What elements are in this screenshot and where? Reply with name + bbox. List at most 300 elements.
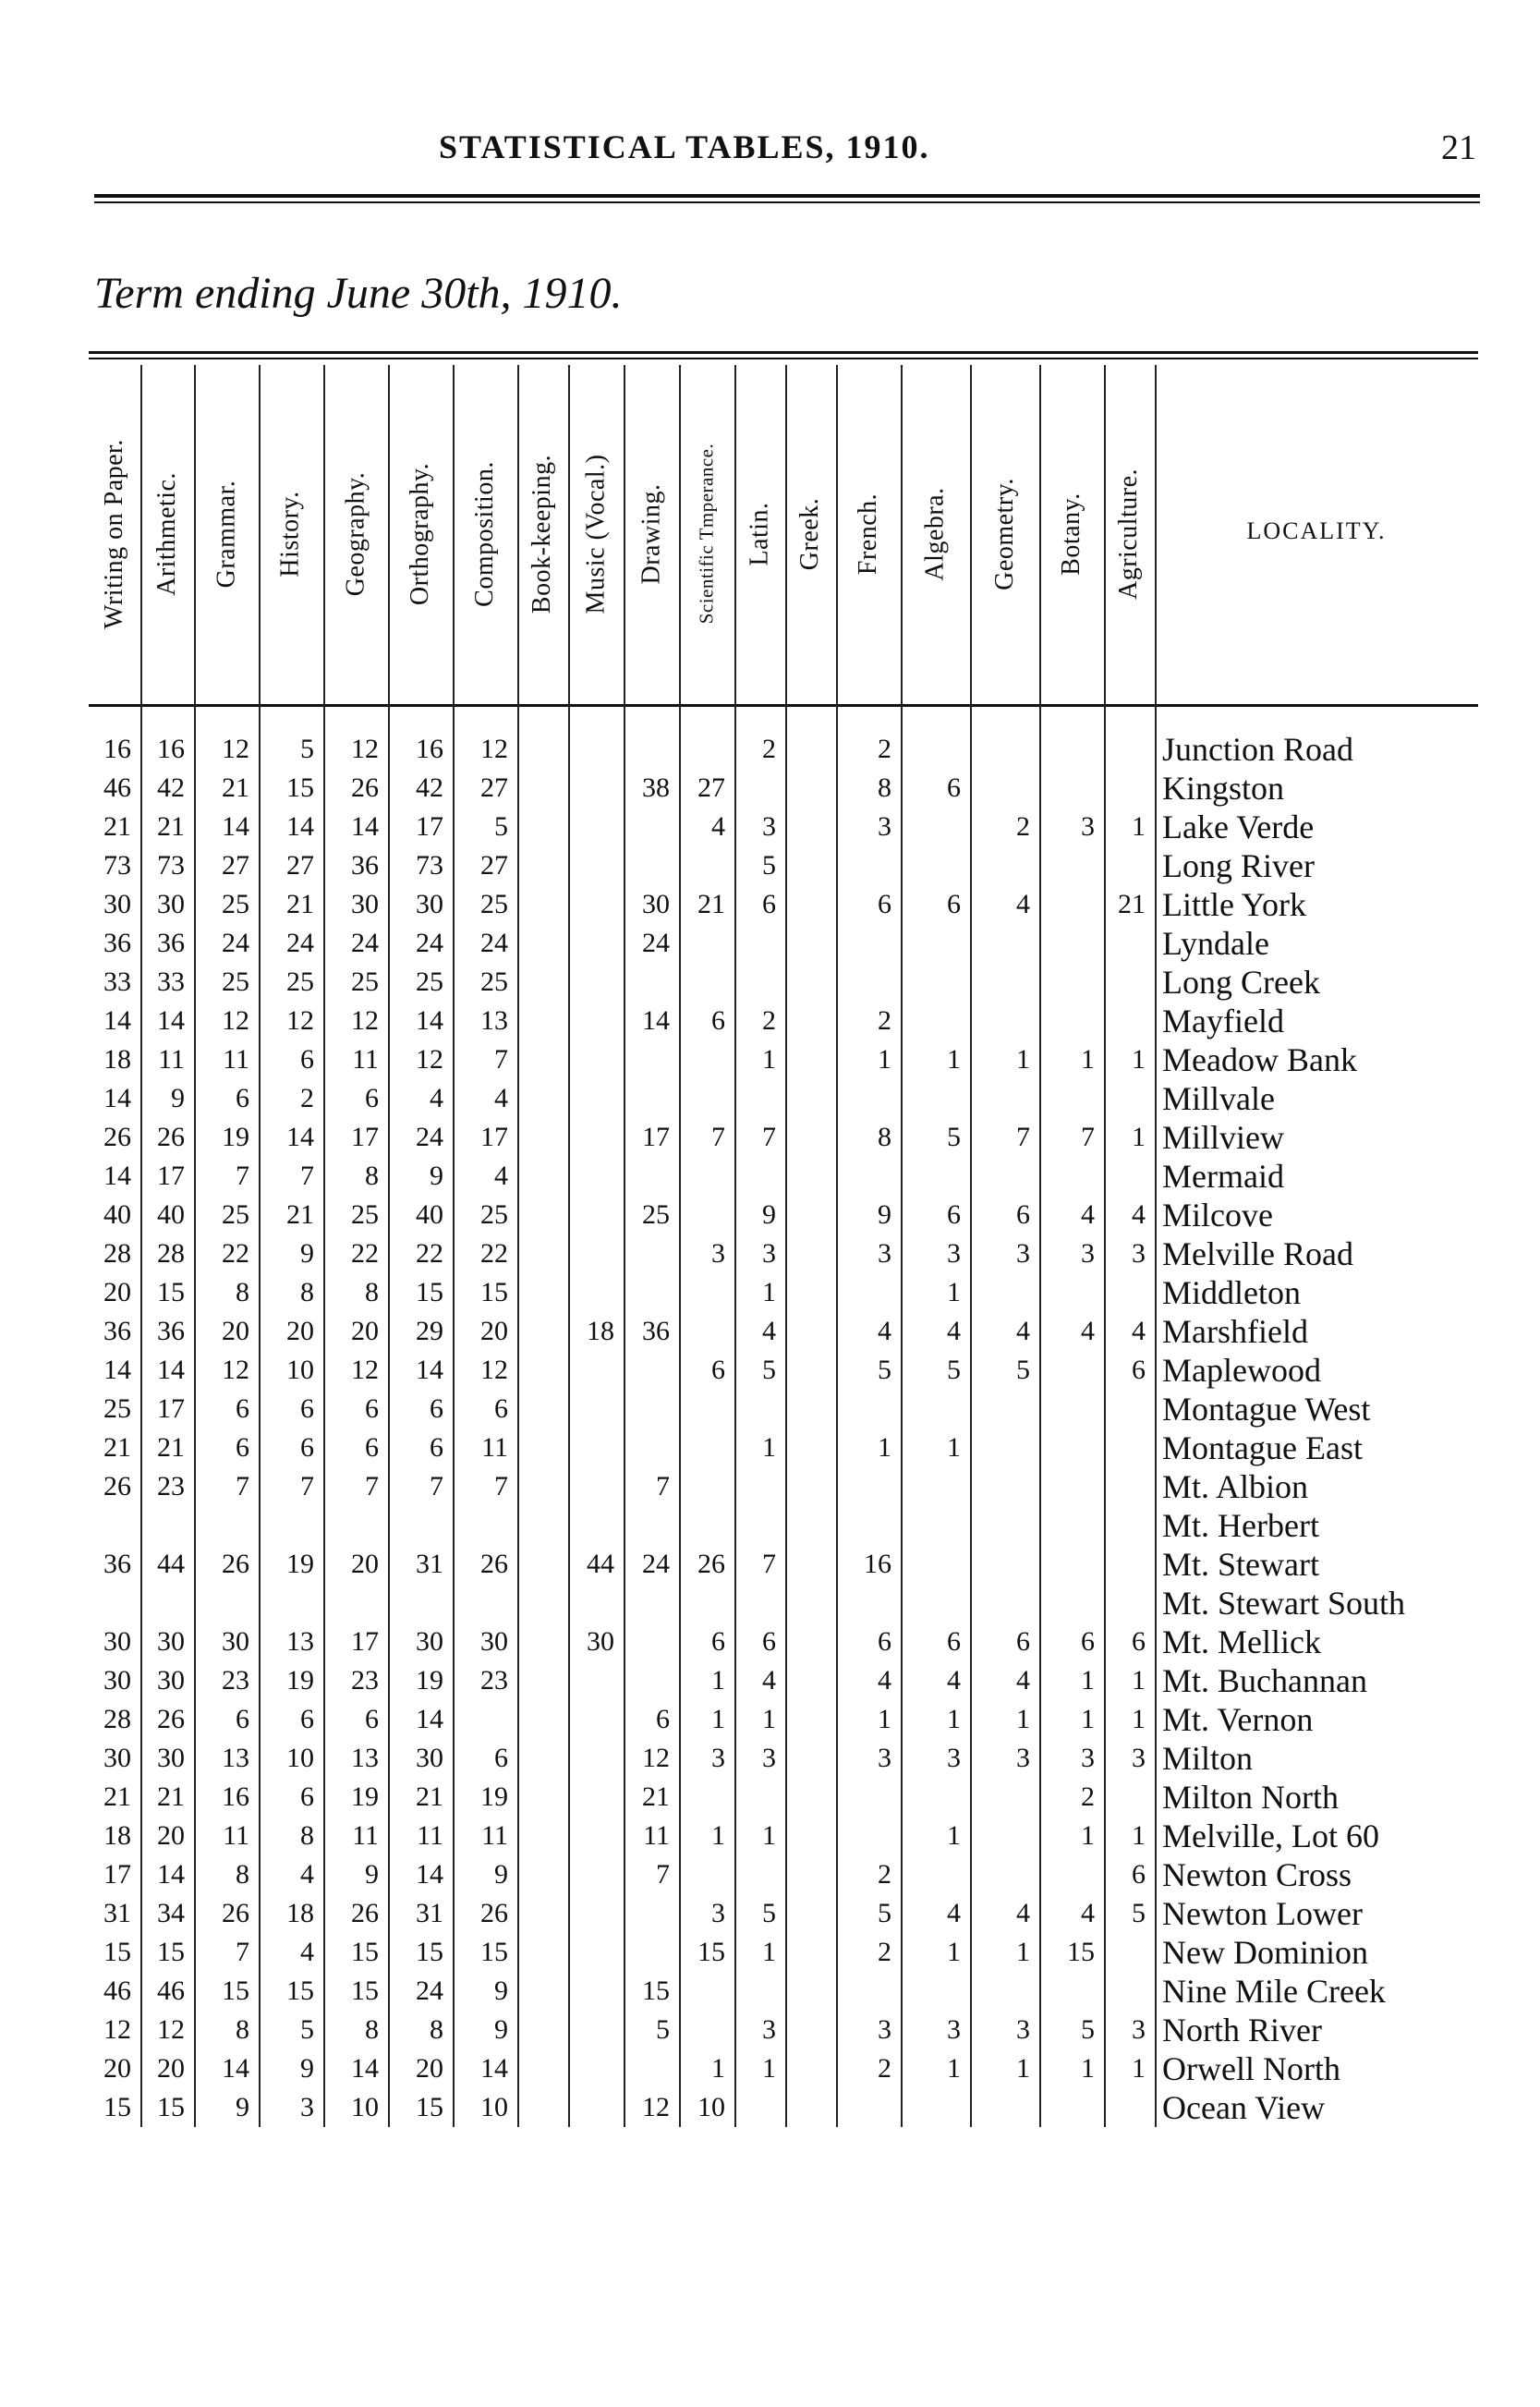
table-cell: 12: [222, 1005, 249, 1036]
table-cell: [624, 1351, 679, 1390]
column-header: [1039, 365, 1104, 702]
table-cell: [970, 1855, 1039, 1894]
table-cell: [568, 1739, 624, 1778]
table-cell: [836, 1467, 901, 1506]
table-cell: [1104, 730, 1155, 769]
table-cell: 9: [300, 1238, 314, 1269]
table-cell: 3: [762, 1238, 776, 1269]
table-cell: [785, 1428, 836, 1467]
table-cell: 46: [103, 1975, 131, 2006]
table-cell: 1: [1081, 1820, 1095, 1851]
table-cell: 30: [103, 1626, 131, 1657]
page-title: STATISTICAL TABLES, 1910.: [439, 128, 930, 165]
table-cell: [734, 963, 785, 1002]
table-row: [0, 1739, 1540, 1778]
table-cell: [568, 1933, 624, 1972]
table-cell: [734, 2088, 785, 2127]
table-cell: 11: [352, 1820, 379, 1851]
table-cell: [1039, 924, 1104, 963]
table-cell: [970, 1428, 1039, 1467]
table-cell: 14: [157, 1355, 185, 1385]
table-cell: 7: [1081, 1122, 1095, 1152]
table-cell: [1039, 2088, 1104, 2127]
table-cell: 6: [300, 1704, 314, 1734]
table-row: [0, 1040, 1540, 1079]
table-cell: [785, 1312, 836, 1351]
table-cell: 36: [642, 1316, 670, 1346]
locality-header: LOCALITY.: [1246, 517, 1387, 544]
table-cell: 10: [480, 2092, 508, 2122]
table-cell: [734, 769, 785, 808]
table-cell: [679, 730, 734, 769]
table-cell: 2: [878, 734, 891, 764]
table-cell: [568, 808, 624, 846]
table-cell: 21: [1118, 889, 1146, 919]
table-cell: 4: [494, 1083, 508, 1113]
table-cell: [568, 885, 624, 924]
column-header-label: Book-keeping.: [527, 454, 557, 614]
table-cell: 3: [711, 1898, 725, 1928]
table-cell: 6: [1016, 1199, 1030, 1230]
table-cell: [679, 2011, 734, 2049]
locality-name: Orwell North: [1162, 2050, 1340, 2087]
table-cell: 15: [697, 1937, 725, 1967]
table-cell: [970, 1467, 1039, 1506]
column-header-label: History.: [276, 490, 305, 577]
table-cell: 1: [711, 1704, 725, 1734]
table-cell: 8: [430, 2014, 443, 2045]
table-cell: [568, 730, 624, 769]
table-cell: 1: [947, 1820, 961, 1851]
table-cell: 13: [480, 1005, 508, 1036]
table-cell: [624, 846, 679, 885]
table-cell: 1: [762, 1277, 776, 1307]
table-cell: [901, 808, 970, 846]
page-number: 21: [1441, 128, 1476, 167]
table-row: [0, 1196, 1540, 1234]
table-cell: [970, 1778, 1039, 1817]
table-cell: 30: [157, 1626, 185, 1657]
table-cell: 12: [351, 734, 379, 764]
table-cell: 73: [157, 850, 185, 881]
table-cell: 25: [351, 1199, 379, 1230]
table-cell: 9: [878, 1199, 891, 1230]
table-top-rule: [89, 351, 1478, 359]
table-cell: 24: [642, 1549, 670, 1579]
table-cell: 17: [157, 1393, 185, 1424]
table-cell: [785, 730, 836, 769]
table-cell: 20: [286, 1316, 314, 1346]
table-cell: 4: [300, 1859, 314, 1890]
table-cell: 25: [222, 1199, 249, 1230]
table-cell: [517, 1351, 568, 1390]
table-cell: 8: [236, 1859, 249, 1890]
table-cell: 12: [157, 2014, 185, 2045]
table-cell: 6: [1132, 1626, 1146, 1657]
table-cell: 3: [762, 811, 776, 842]
table-cell: 26: [351, 772, 379, 803]
locality-name: Nine Mile Creek: [1162, 1973, 1386, 2010]
table-cell: 5: [878, 1898, 891, 1928]
table-cell: [624, 808, 679, 846]
table-cell: 11: [643, 1820, 670, 1851]
table-cell: [624, 963, 679, 1002]
table-cell: 24: [286, 928, 314, 958]
table-cell: [624, 1661, 679, 1700]
table-cell: 26: [351, 1898, 379, 1928]
table-cell: 14: [222, 811, 249, 842]
table-cell: [785, 1972, 836, 2011]
table-row: [0, 1817, 1540, 1855]
table-cell: 9: [430, 1161, 443, 1191]
table-cell: [970, 1817, 1039, 1855]
table-cell: 4: [947, 1665, 961, 1696]
table-cell: 7: [656, 1471, 670, 1501]
table-cell: [624, 730, 679, 769]
table-cell: 7: [236, 1471, 249, 1501]
table-cell: 4: [878, 1665, 891, 1696]
table-cell: 2: [762, 1005, 776, 1036]
table-cell: 5: [947, 1355, 961, 1385]
table-cell: [517, 1428, 568, 1467]
table-cell: [517, 1972, 568, 2011]
table-cell: 15: [157, 1937, 185, 1967]
table-cell: 20: [157, 2053, 185, 2084]
table-cell: [517, 1002, 568, 1040]
table-row: [0, 1390, 1540, 1428]
table-cell: [970, 2088, 1039, 2127]
table-cell: 21: [416, 1781, 443, 1812]
table-cell: 22: [351, 1238, 379, 1269]
table-cell: 6: [365, 1083, 379, 1113]
table-cell: 1: [762, 1432, 776, 1463]
table-cell: [785, 1390, 836, 1428]
table-cell: 26: [103, 1122, 131, 1152]
table-cell: 6: [236, 1083, 249, 1113]
table-row: [0, 1312, 1540, 1351]
table-cell: 4: [711, 811, 725, 842]
table-cell: 5: [494, 811, 508, 842]
table-cell: [901, 963, 970, 1002]
table-cell: 6: [494, 1743, 508, 1773]
table-cell: 5: [656, 2014, 670, 2045]
table-cell: [568, 1196, 624, 1234]
table-cell: [624, 1079, 679, 1118]
table-cell: 1: [1132, 1044, 1146, 1075]
table-cell: 5: [762, 1898, 776, 1928]
column-header: [517, 365, 568, 702]
table-cell: 13: [286, 1626, 314, 1657]
table-cell: [679, 1196, 734, 1234]
table-row: [0, 769, 1540, 808]
table-cell: [734, 1467, 785, 1506]
table-cell: 7: [762, 1122, 776, 1152]
table-cell: [785, 1196, 836, 1234]
table-cell: 1: [1081, 1704, 1095, 1734]
table-cell: 34: [157, 1898, 185, 1928]
table-cell: 4: [1016, 1316, 1030, 1346]
table-cell: [901, 2088, 970, 2127]
table-cell: 1: [711, 1820, 725, 1851]
table-cell: 1: [1016, 1937, 1030, 1967]
table-cell: 6: [711, 1355, 725, 1385]
table-cell: [836, 2088, 901, 2127]
table-cell: [1104, 1002, 1155, 1040]
table-cell: 9: [300, 2053, 314, 2084]
table-cell: 3: [878, 2014, 891, 2045]
table-cell: 19: [416, 1665, 443, 1696]
column-header: [970, 365, 1039, 702]
table-cell: [517, 924, 568, 963]
table-cell: 6: [947, 1626, 961, 1657]
locality-name: Milton North: [1162, 1779, 1340, 1816]
table-cell: 30: [587, 1626, 614, 1657]
table-cell: [568, 2049, 624, 2088]
table-cell: 6: [762, 889, 776, 919]
table-cell: 26: [697, 1549, 725, 1579]
table-cell: [568, 1467, 624, 1506]
table-cell: 26: [157, 1122, 185, 1152]
table-cell: 30: [157, 1743, 185, 1773]
table-cell: [517, 1390, 568, 1428]
table-cell: 14: [157, 1005, 185, 1036]
table-cell: 73: [416, 850, 443, 881]
table-header-rule: [89, 704, 1478, 707]
table-cell: [836, 963, 901, 1002]
table-cell: 24: [642, 928, 670, 958]
table-cell: [568, 1118, 624, 1157]
table-cell: [679, 1972, 734, 2011]
table-cell: [517, 1196, 568, 1234]
column-header: [453, 365, 517, 702]
table-cell: 4: [878, 1316, 891, 1346]
table-cell: [836, 924, 901, 963]
table-row: [0, 2011, 1540, 2049]
table-cell: 15: [642, 1975, 670, 2006]
table-cell: [679, 846, 734, 885]
table-cell: 2: [878, 1005, 891, 1036]
table-cell: [679, 1428, 734, 1467]
table-cell: [785, 1234, 836, 1273]
table-cell: 15: [351, 1937, 379, 1967]
table-cell: [517, 1079, 568, 1118]
table-cell: [901, 924, 970, 963]
table-cell: 36: [157, 1316, 185, 1346]
table-cell: [1104, 1390, 1155, 1428]
column-header: [568, 365, 624, 702]
table-cell: [568, 1273, 624, 1312]
table-cell: [517, 1894, 568, 1933]
table-cell: [785, 1040, 836, 1079]
table-cell: 14: [416, 1704, 443, 1734]
table-cell: [901, 1778, 970, 1817]
column-header: [194, 365, 259, 702]
table-cell: [517, 1467, 568, 1506]
table-cell: 16: [222, 1781, 249, 1812]
table-row: [0, 1623, 1540, 1661]
table-cell: [568, 1428, 624, 1467]
table-cell: 6: [947, 772, 961, 803]
table-cell: [970, 1079, 1039, 1118]
locality-name: Lyndale: [1162, 925, 1269, 962]
table-cell: 36: [157, 928, 185, 958]
table-cell: 4: [1081, 1898, 1095, 1928]
table-cell: [679, 1040, 734, 1079]
locality-name: Ocean View: [1162, 2089, 1326, 2126]
table-cell: 12: [351, 1355, 379, 1385]
table-cell: 20: [157, 1820, 185, 1851]
table-cell: 26: [157, 1704, 185, 1734]
table-cell: 12: [222, 734, 249, 764]
table-cell: 21: [642, 1781, 670, 1812]
table-cell: 1: [1132, 2053, 1146, 2084]
table-cell: 16: [864, 1549, 891, 1579]
locality-name: Mt. Stewart: [1162, 1546, 1319, 1583]
column-header-label: Scientific Tmperance.: [695, 443, 718, 625]
table-cell: 7: [300, 1471, 314, 1501]
table-cell: 6: [236, 1432, 249, 1463]
table-cell: 24: [416, 1122, 443, 1152]
table-row: [0, 1506, 1540, 1623]
table-cell: [785, 1739, 836, 1778]
table-row: [0, 1157, 1540, 1196]
table-cell: 6: [947, 1199, 961, 1230]
table-cell: [836, 1390, 901, 1428]
column-header: [785, 365, 836, 702]
table-cell: [785, 1817, 836, 1855]
table-cell: 1: [711, 2053, 725, 2084]
table-cell: [836, 1972, 901, 2011]
table-cell: 21: [157, 811, 185, 842]
table-cell: 11: [417, 1820, 443, 1851]
table-cell: 14: [480, 2053, 508, 2084]
table-cell: 8: [365, 2014, 379, 2045]
column-header-label: French.: [854, 492, 883, 575]
table-cell: 3: [947, 1238, 961, 1269]
table-cell: 6: [947, 889, 961, 919]
table-cell: [517, 1739, 568, 1778]
table-cell: 40: [157, 1199, 185, 1230]
table-cell: 5: [878, 1355, 891, 1385]
table-cell: 6: [430, 1393, 443, 1424]
table-cell: 21: [157, 1781, 185, 1812]
table-cell: 30: [416, 889, 443, 919]
table-cell: 1: [1132, 1704, 1146, 1734]
table-cell: [1039, 846, 1104, 885]
table-cell: 3: [1132, 1238, 1146, 1269]
table-cell: 8: [236, 1277, 249, 1307]
table-cell: 6: [300, 1781, 314, 1812]
table-cell: 15: [480, 1937, 508, 1967]
table-cell: [1104, 924, 1155, 963]
table-cell: 9: [494, 1975, 508, 2006]
column-header: [901, 365, 970, 702]
table-cell: 7: [365, 1471, 379, 1501]
table-cell: 2: [300, 1083, 314, 1113]
table-cell: 2: [762, 734, 776, 764]
table-cell: 27: [480, 850, 508, 881]
table-cell: 10: [351, 2092, 379, 2122]
table-cell: 2: [878, 2053, 891, 2084]
table-cell: [734, 924, 785, 963]
table-cell: 14: [157, 1859, 185, 1890]
table-cell: 8: [236, 2014, 249, 2045]
table-cell: [624, 1157, 679, 1196]
table-cell: [1104, 1778, 1155, 1817]
table-cell: 38: [642, 772, 670, 803]
table-cell: 30: [157, 889, 185, 919]
table-cell: 23: [222, 1665, 249, 1696]
table-cell: 5: [1016, 1355, 1030, 1385]
table-cell: [970, 730, 1039, 769]
table-cell: 22: [480, 1238, 508, 1269]
table-cell: [970, 846, 1039, 885]
table-cell: 25: [286, 966, 314, 997]
column-header-label: Geography.: [341, 471, 370, 596]
table-cell: 12: [642, 2092, 670, 2122]
locality-name: Mt. Mellick: [1162, 1623, 1321, 1660]
table-cell: 17: [416, 811, 443, 842]
table-cell: 46: [157, 1975, 185, 2006]
table-cell: 10: [286, 1743, 314, 1773]
table-row: [0, 808, 1540, 846]
table-cell: 1: [762, 1820, 776, 1851]
column-header: [624, 365, 679, 702]
table-cell: 1: [947, 1044, 961, 1075]
table-cell: 3: [1081, 811, 1095, 842]
locality-name: Melville Road: [1162, 1235, 1353, 1272]
table-cell: [785, 1623, 836, 1661]
table-cell: 3: [1016, 1238, 1030, 1269]
table-cell: 15: [480, 1277, 508, 1307]
table-cell: [1104, 2088, 1155, 2127]
table-cell: 18: [103, 1044, 131, 1075]
table-cell: [1039, 730, 1104, 769]
table-cell: 27: [480, 772, 508, 803]
table-cell: 4: [762, 1665, 776, 1696]
locality-name: Millview: [1162, 1119, 1284, 1156]
header-rule: [94, 194, 1480, 203]
table-cell: [734, 1778, 785, 1817]
locality-name: Mt. Albion: [1162, 1468, 1309, 1505]
table-cell: 2: [878, 1937, 891, 1967]
table-cell: [517, 846, 568, 885]
table-cell: 8: [878, 772, 891, 803]
table-cell: [970, 1273, 1039, 1312]
table-cell: 8: [300, 1277, 314, 1307]
table-cell: 6: [762, 1626, 776, 1657]
table-cell: [836, 1273, 901, 1312]
table-cell: [836, 1817, 901, 1855]
table-cell: 6: [300, 1432, 314, 1463]
table-cell: [1104, 1545, 1155, 1584]
table-cell: 25: [642, 1199, 670, 1230]
table-cell: [679, 924, 734, 963]
table-cell: [1104, 1273, 1155, 1312]
table-cell: [1104, 1079, 1155, 1118]
table-cell: 27: [286, 850, 314, 881]
table-cell: 14: [416, 1005, 443, 1036]
table-cell: 20: [222, 1316, 249, 1346]
table-cell: 22: [222, 1238, 249, 1269]
table-row: [0, 1234, 1540, 1273]
table-row: [0, 730, 1540, 769]
table-cell: 4: [430, 1083, 443, 1113]
table-cell: 30: [351, 889, 379, 919]
table-cell: 3: [1016, 2014, 1030, 2045]
table-cell: [568, 2011, 624, 2049]
table-cell: 8: [365, 1161, 379, 1191]
